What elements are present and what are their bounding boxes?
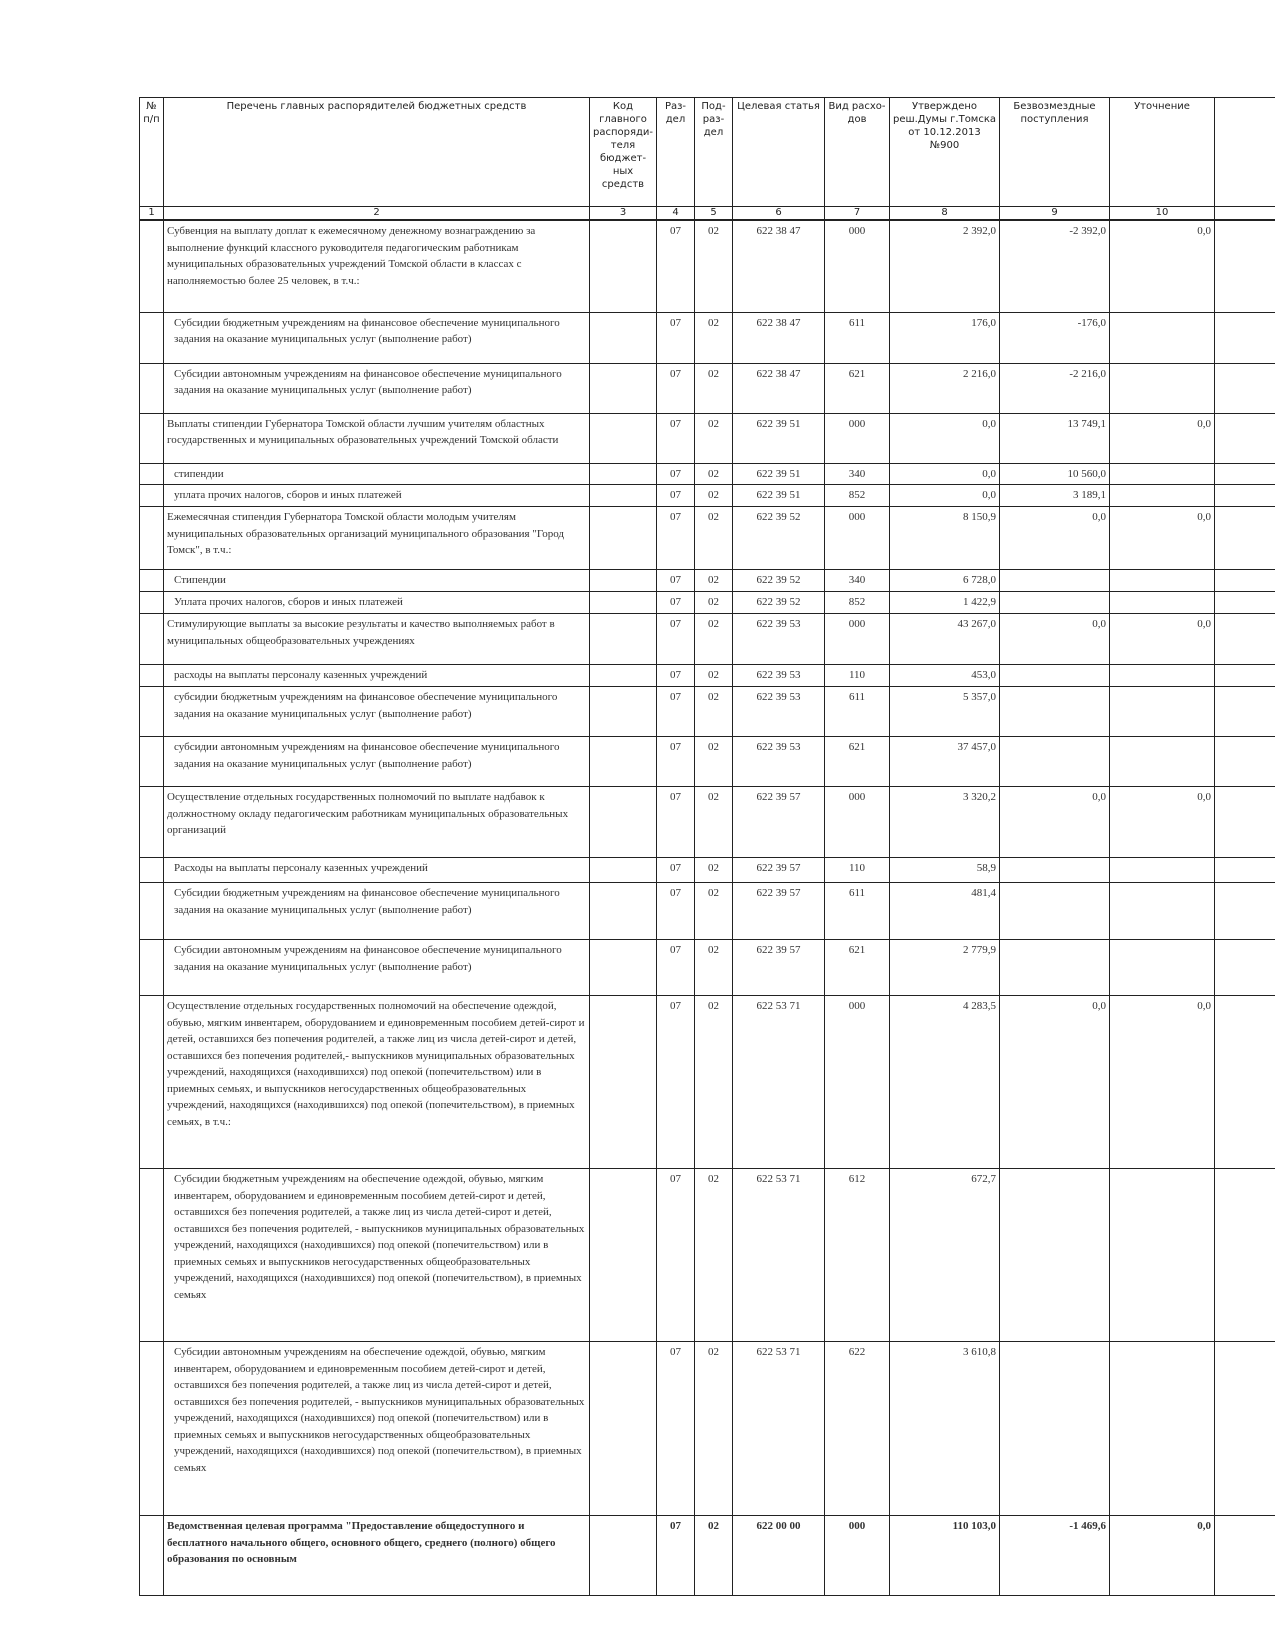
row-number-cell bbox=[140, 1342, 164, 1516]
row-podrazdel-cell: 02 bbox=[695, 787, 733, 858]
row-vid-cell: 000 bbox=[825, 787, 890, 858]
row-name-cell: субсидии бюджетным учреждениям на финансовое обеспечение муниципального задания на оказание муниципальных услуг (выполнение работ) bbox=[164, 687, 590, 737]
row-name-cell: Субвенция на выплату доплат к ежемесячному денежному вознаграждению за выполнение функций классного руководителя педагогическим работникам муниципальных образовательных учреждений Томской области в классах с наполняемостью более 25 человек, в т.ч.: bbox=[164, 220, 590, 312]
row-extra-cell bbox=[1215, 592, 1275, 614]
budget-table bbox=[139, 97, 1275, 1596]
row-code-cell bbox=[590, 1516, 657, 1596]
row-vid-cell: 611 bbox=[825, 687, 890, 737]
row-approved-cell: 4 283,5 bbox=[890, 996, 1000, 1169]
row-name-cell: Стимулирующие выплаты за высокие результаты и качество выполняемых работ в муниципальных общеобразовательных учреждениях bbox=[164, 614, 590, 665]
row-number-cell bbox=[140, 883, 164, 940]
table-row bbox=[140, 312, 1275, 363]
row-approved-cell: 3 610,8 bbox=[890, 1342, 1000, 1516]
row-number-cell bbox=[140, 858, 164, 883]
table-row bbox=[140, 614, 1275, 665]
row-number-cell bbox=[140, 363, 164, 413]
row-name-cell: Ежемесячная стипендия Губернатора Томской области молодым учителям муниципальных образовательных организаций муниципального образования "Город Томск", в т.ч.: bbox=[164, 507, 590, 570]
row-razdel-cell: 07 bbox=[657, 507, 695, 570]
row-gratuitous-cell bbox=[1000, 940, 1110, 996]
row-target-cell: 622 53 71 bbox=[733, 1342, 825, 1516]
row-name-cell: стипендии bbox=[164, 463, 590, 485]
row-number-cell bbox=[140, 463, 164, 485]
row-extra-cell bbox=[1215, 737, 1275, 787]
row-extra-cell bbox=[1215, 687, 1275, 737]
row-podrazdel-cell: 02 bbox=[695, 507, 733, 570]
row-code-cell bbox=[590, 737, 657, 787]
row-razdel-cell: 07 bbox=[657, 570, 695, 592]
row-vid-cell: 621 bbox=[825, 363, 890, 413]
row-extra-cell bbox=[1215, 1516, 1275, 1596]
row-gratuitous-cell bbox=[1000, 592, 1110, 614]
row-clarification-cell: 0,0 bbox=[1110, 996, 1215, 1169]
row-razdel-cell: 07 bbox=[657, 787, 695, 858]
table-row bbox=[140, 687, 1275, 737]
row-podrazdel-cell: 02 bbox=[695, 570, 733, 592]
row-approved-cell: 2 216,0 bbox=[890, 363, 1000, 413]
row-approved-cell: 176,0 bbox=[890, 312, 1000, 363]
row-name-cell: Субсидии бюджетным учреждениям на финансовое обеспечение муниципального задания на оказание муниципальных услуг (выполнение работ) bbox=[164, 883, 590, 940]
row-gratuitous-cell: 0,0 bbox=[1000, 996, 1110, 1169]
row-razdel-cell: 07 bbox=[657, 592, 695, 614]
table-row bbox=[140, 1342, 1275, 1516]
row-name-cell: Субсидии бюджетным учреждениям на финансовое обеспечение муниципального задания на оказание муниципальных услуг (выполнение работ) bbox=[164, 312, 590, 363]
table-row bbox=[140, 858, 1275, 883]
row-code-cell bbox=[590, 363, 657, 413]
row-name-cell: Осуществление отдельных государственных полномочий по выплате надбавок к должностному окладу педагогическим работникам муниципальных образовательных организаций bbox=[164, 787, 590, 858]
row-approved-cell: 37 457,0 bbox=[890, 737, 1000, 787]
row-number-cell bbox=[140, 737, 164, 787]
row-approved-cell: 58,9 bbox=[890, 858, 1000, 883]
row-vid-cell: 110 bbox=[825, 665, 890, 687]
row-code-cell bbox=[590, 463, 657, 485]
table-row bbox=[140, 363, 1275, 413]
row-extra-cell bbox=[1215, 363, 1275, 413]
row-number-cell bbox=[140, 1169, 164, 1342]
header-number: № п/п bbox=[140, 98, 164, 207]
row-target-cell: 622 39 57 bbox=[733, 883, 825, 940]
row-podrazdel-cell: 02 bbox=[695, 463, 733, 485]
row-number-cell bbox=[140, 1516, 164, 1596]
header-target: Целевая статья bbox=[733, 98, 825, 207]
row-extra-cell bbox=[1215, 883, 1275, 940]
row-extra-cell bbox=[1215, 996, 1275, 1169]
row-podrazdel-cell: 02 bbox=[695, 1169, 733, 1342]
row-extra-cell bbox=[1215, 413, 1275, 463]
row-number-cell bbox=[140, 413, 164, 463]
row-target-cell: 622 39 51 bbox=[733, 413, 825, 463]
column-number: 8 bbox=[890, 207, 1000, 221]
row-vid-cell: 852 bbox=[825, 485, 890, 507]
row-name-cell: Субсидии бюджетным учреждениям на обеспечение одеждой, обувью, мягким инвентарем, оборудованием и единовременным пособием детей-сирот и детей, оставшихся без попечения родителей, а также лиц из числа детей-сирот и детей, оставшихся без попечения родителей, - выпускников муниципальных образовательных учреждений, находящихся (находившихся) под опекой (попечительством) или в приемных семьях и выпускников негосударственных общеобразовательных учреждений, находящихся (находившихся) под опекой (попечительством), в приемных семьях bbox=[164, 1169, 590, 1342]
row-vid-cell: 852 bbox=[825, 592, 890, 614]
row-code-cell bbox=[590, 614, 657, 665]
header-row bbox=[140, 98, 1275, 207]
row-razdel-cell: 07 bbox=[657, 1516, 695, 1596]
row-number-cell bbox=[140, 940, 164, 996]
row-name-cell: субсидии автономным учреждениям на финансовое обеспечение муниципального задания на оказание муниципальных услуг (выполнение работ) bbox=[164, 737, 590, 787]
table-row bbox=[140, 485, 1275, 507]
table-row bbox=[140, 463, 1275, 485]
row-clarification-cell bbox=[1110, 592, 1215, 614]
row-extra-cell bbox=[1215, 665, 1275, 687]
row-podrazdel-cell: 02 bbox=[695, 312, 733, 363]
row-target-cell: 622 38 47 bbox=[733, 220, 825, 312]
header-extra bbox=[1215, 98, 1275, 207]
table-row bbox=[140, 665, 1275, 687]
row-gratuitous-cell bbox=[1000, 665, 1110, 687]
row-podrazdel-cell: 02 bbox=[695, 996, 733, 1169]
row-podrazdel-cell: 02 bbox=[695, 363, 733, 413]
row-vid-cell: 000 bbox=[825, 220, 890, 312]
row-number-cell bbox=[140, 312, 164, 363]
row-number-cell bbox=[140, 592, 164, 614]
row-podrazdel-cell: 02 bbox=[695, 485, 733, 507]
row-podrazdel-cell: 02 bbox=[695, 665, 733, 687]
row-extra-cell bbox=[1215, 1169, 1275, 1342]
column-number: 4 bbox=[657, 207, 695, 221]
row-number-cell bbox=[140, 787, 164, 858]
row-podrazdel-cell: 02 bbox=[695, 220, 733, 312]
row-vid-cell: 110 bbox=[825, 858, 890, 883]
row-clarification-cell bbox=[1110, 463, 1215, 485]
row-razdel-cell: 07 bbox=[657, 312, 695, 363]
row-target-cell: 622 38 47 bbox=[733, 312, 825, 363]
row-name-cell: Субсидии автономным учреждениям на финансовое обеспечение муниципального задания на оказание муниципальных услуг (выполнение работ) bbox=[164, 940, 590, 996]
row-target-cell: 622 53 71 bbox=[733, 996, 825, 1169]
header-podrazdel: Под-раз-дел bbox=[695, 98, 733, 207]
row-vid-cell: 611 bbox=[825, 883, 890, 940]
row-target-cell: 622 39 51 bbox=[733, 485, 825, 507]
row-razdel-cell: 07 bbox=[657, 665, 695, 687]
row-extra-cell bbox=[1215, 463, 1275, 485]
row-clarification-cell bbox=[1110, 940, 1215, 996]
column-number: 5 bbox=[695, 207, 733, 221]
row-gratuitous-cell: 13 749,1 bbox=[1000, 413, 1110, 463]
row-code-cell bbox=[590, 883, 657, 940]
budget-page bbox=[139, 97, 1275, 1650]
row-podrazdel-cell: 02 bbox=[695, 858, 733, 883]
column-number: 1 bbox=[140, 207, 164, 221]
row-extra-cell bbox=[1215, 858, 1275, 883]
row-razdel-cell: 07 bbox=[657, 687, 695, 737]
row-clarification-cell bbox=[1110, 485, 1215, 507]
row-name-cell: Выплаты стипендии Губернатора Томской области лучшим учителям областных государственных и муниципальных образовательных учреждений Томской области bbox=[164, 413, 590, 463]
column-number: 2 bbox=[164, 207, 590, 221]
row-name-cell: Стипендии bbox=[164, 570, 590, 592]
row-clarification-cell bbox=[1110, 1342, 1215, 1516]
row-number-cell bbox=[140, 687, 164, 737]
row-code-cell bbox=[590, 665, 657, 687]
row-code-cell bbox=[590, 312, 657, 363]
row-name-cell: Ведомственная целевая программа "Предоставление общедоступного и бесплатного начального общего, основного общего, среднего (полного) общего образования по основным bbox=[164, 1516, 590, 1596]
row-name-cell: Уплата прочих налогов, сборов и иных платежей bbox=[164, 592, 590, 614]
row-podrazdel-cell: 02 bbox=[695, 413, 733, 463]
table-row bbox=[140, 996, 1275, 1169]
row-number-cell bbox=[140, 570, 164, 592]
row-podrazdel-cell: 02 bbox=[695, 687, 733, 737]
header-name: Перечень главных распорядителей бюджетных средств bbox=[164, 98, 590, 207]
row-razdel-cell: 07 bbox=[657, 485, 695, 507]
row-podrazdel-cell: 02 bbox=[695, 1516, 733, 1596]
row-vid-cell: 612 bbox=[825, 1169, 890, 1342]
row-vid-cell: 340 bbox=[825, 463, 890, 485]
row-extra-cell bbox=[1215, 614, 1275, 665]
row-target-cell: 622 38 47 bbox=[733, 363, 825, 413]
row-approved-cell: 6 728,0 bbox=[890, 570, 1000, 592]
row-gratuitous-cell: 10 560,0 bbox=[1000, 463, 1110, 485]
row-podrazdel-cell: 02 bbox=[695, 940, 733, 996]
column-number: 3 bbox=[590, 207, 657, 221]
row-vid-cell: 000 bbox=[825, 614, 890, 665]
row-gratuitous-cell: 3 189,1 bbox=[1000, 485, 1110, 507]
row-approved-cell: 0,0 bbox=[890, 463, 1000, 485]
row-code-cell bbox=[590, 570, 657, 592]
row-extra-cell bbox=[1215, 220, 1275, 312]
row-target-cell: 622 39 51 bbox=[733, 463, 825, 485]
row-clarification-cell bbox=[1110, 363, 1215, 413]
row-razdel-cell: 07 bbox=[657, 413, 695, 463]
table-row bbox=[140, 1169, 1275, 1342]
row-target-cell: 622 53 71 bbox=[733, 1169, 825, 1342]
row-target-cell: 622 39 53 bbox=[733, 737, 825, 787]
row-razdel-cell: 07 bbox=[657, 463, 695, 485]
table-row bbox=[140, 570, 1275, 592]
row-vid-cell: 622 bbox=[825, 1342, 890, 1516]
row-approved-cell: 2 779,9 bbox=[890, 940, 1000, 996]
row-target-cell: 622 39 52 bbox=[733, 570, 825, 592]
row-target-cell: 622 39 52 bbox=[733, 592, 825, 614]
row-vid-cell: 621 bbox=[825, 737, 890, 787]
row-gratuitous-cell: -1 469,6 bbox=[1000, 1516, 1110, 1596]
row-name-cell: расходы на выплаты персоналу казенных учреждений bbox=[164, 665, 590, 687]
row-podrazdel-cell: 02 bbox=[695, 614, 733, 665]
row-number-cell bbox=[140, 220, 164, 312]
row-name-cell: Расходы на выплаты персоналу казенных учреждений bbox=[164, 858, 590, 883]
row-razdel-cell: 07 bbox=[657, 940, 695, 996]
row-code-cell bbox=[590, 413, 657, 463]
row-approved-cell: 0,0 bbox=[890, 413, 1000, 463]
header-gratuitous: Безвозмездные поступления bbox=[1000, 98, 1110, 207]
row-extra-cell bbox=[1215, 485, 1275, 507]
row-approved-cell: 2 392,0 bbox=[890, 220, 1000, 312]
row-number-cell bbox=[140, 485, 164, 507]
column-number: 9 bbox=[1000, 207, 1110, 221]
row-code-cell bbox=[590, 787, 657, 858]
row-gratuitous-cell bbox=[1000, 570, 1110, 592]
column-number: 7 bbox=[825, 207, 890, 221]
row-clarification-cell: 0,0 bbox=[1110, 1516, 1215, 1596]
row-clarification-cell: 0,0 bbox=[1110, 220, 1215, 312]
row-clarification-cell bbox=[1110, 687, 1215, 737]
row-code-cell bbox=[590, 996, 657, 1169]
row-code-cell bbox=[590, 485, 657, 507]
row-gratuitous-cell: -176,0 bbox=[1000, 312, 1110, 363]
row-extra-cell bbox=[1215, 507, 1275, 570]
header-approved: Утверждено реш.Думы г.Томска от 10.12.2013 №900 bbox=[890, 98, 1000, 207]
row-extra-cell bbox=[1215, 787, 1275, 858]
row-approved-cell: 0,0 bbox=[890, 485, 1000, 507]
row-code-cell bbox=[590, 687, 657, 737]
row-approved-cell: 672,7 bbox=[890, 1169, 1000, 1342]
row-vid-cell: 611 bbox=[825, 312, 890, 363]
row-razdel-cell: 07 bbox=[657, 1342, 695, 1516]
row-vid-cell: 000 bbox=[825, 996, 890, 1169]
row-clarification-cell: 0,0 bbox=[1110, 507, 1215, 570]
row-code-cell bbox=[590, 1169, 657, 1342]
header-clarification: Уточнение bbox=[1110, 98, 1215, 207]
row-gratuitous-cell: 0,0 bbox=[1000, 614, 1110, 665]
column-number-row bbox=[140, 207, 1275, 221]
row-approved-cell: 453,0 bbox=[890, 665, 1000, 687]
row-target-cell: 622 39 57 bbox=[733, 787, 825, 858]
row-target-cell: 622 39 57 bbox=[733, 858, 825, 883]
row-target-cell: 622 39 57 bbox=[733, 940, 825, 996]
row-gratuitous-cell bbox=[1000, 883, 1110, 940]
header-vid: Вид расхо-дов bbox=[825, 98, 890, 207]
table-row bbox=[140, 592, 1275, 614]
row-approved-cell: 3 320,2 bbox=[890, 787, 1000, 858]
row-extra-cell bbox=[1215, 312, 1275, 363]
row-number-cell bbox=[140, 996, 164, 1169]
row-razdel-cell: 07 bbox=[657, 220, 695, 312]
column-number-blank bbox=[1215, 207, 1275, 221]
row-name-cell: Субсидии автономным учреждениям на финансовое обеспечение муниципального задания на оказание муниципальных услуг (выполнение работ) bbox=[164, 363, 590, 413]
row-razdel-cell: 07 bbox=[657, 883, 695, 940]
table-row bbox=[140, 1516, 1275, 1596]
row-gratuitous-cell: 0,0 bbox=[1000, 507, 1110, 570]
row-approved-cell: 5 357,0 bbox=[890, 687, 1000, 737]
row-code-cell bbox=[590, 220, 657, 312]
row-approved-cell: 8 150,9 bbox=[890, 507, 1000, 570]
row-gratuitous-cell: 0,0 bbox=[1000, 787, 1110, 858]
row-gratuitous-cell bbox=[1000, 1169, 1110, 1342]
header-code: Код главного распоряди-теля бюджет-ных средств bbox=[590, 98, 657, 207]
row-clarification-cell: 0,0 bbox=[1110, 413, 1215, 463]
row-razdel-cell: 07 bbox=[657, 996, 695, 1169]
table-row bbox=[140, 883, 1275, 940]
row-razdel-cell: 07 bbox=[657, 858, 695, 883]
row-vid-cell: 621 bbox=[825, 940, 890, 996]
row-razdel-cell: 07 bbox=[657, 614, 695, 665]
column-number: 6 bbox=[733, 207, 825, 221]
row-approved-cell: 43 267,0 bbox=[890, 614, 1000, 665]
row-clarification-cell bbox=[1110, 570, 1215, 592]
table-row bbox=[140, 737, 1275, 787]
row-podrazdel-cell: 02 bbox=[695, 1342, 733, 1516]
row-extra-cell bbox=[1215, 1342, 1275, 1516]
row-clarification-cell: 0,0 bbox=[1110, 614, 1215, 665]
row-gratuitous-cell: -2 216,0 bbox=[1000, 363, 1110, 413]
row-approved-cell: 110 103,0 bbox=[890, 1516, 1000, 1596]
table-row bbox=[140, 413, 1275, 463]
row-razdel-cell: 07 bbox=[657, 1169, 695, 1342]
row-clarification-cell bbox=[1110, 858, 1215, 883]
row-code-cell bbox=[590, 507, 657, 570]
row-code-cell bbox=[590, 940, 657, 996]
row-razdel-cell: 07 bbox=[657, 363, 695, 413]
row-approved-cell: 1 422,9 bbox=[890, 592, 1000, 614]
row-code-cell bbox=[590, 1342, 657, 1516]
row-target-cell: 622 39 52 bbox=[733, 507, 825, 570]
table-row bbox=[140, 940, 1275, 996]
row-clarification-cell bbox=[1110, 312, 1215, 363]
row-target-cell: 622 39 53 bbox=[733, 687, 825, 737]
row-name-cell: уплата прочих налогов, сборов и иных платежей bbox=[164, 485, 590, 507]
column-number: 10 bbox=[1110, 207, 1215, 221]
row-gratuitous-cell bbox=[1000, 737, 1110, 787]
row-target-cell: 622 00 00 bbox=[733, 1516, 825, 1596]
row-gratuitous-cell bbox=[1000, 687, 1110, 737]
row-name-cell: Субсидии автономным учреждениям на обеспечение одеждой, обувью, мягким инвентарем, оборудованием и единовременным пособием детей-сирот и детей, оставшихся без попечения родителей, а также лиц из числа детей-сирот и детей, оставшихся без попечения родителей, - выпускников муниципальных образовательных учреждений, находящихся (находившихся) под опекой (попечительством) или в приемных семьях и выпускников негосударственных общеобразовательных учреждений, находящихся (находившихся) под опекой (попечительством), в приемных семьях bbox=[164, 1342, 590, 1516]
row-target-cell: 622 39 53 bbox=[733, 665, 825, 687]
row-clarification-cell bbox=[1110, 1169, 1215, 1342]
row-clarification-cell bbox=[1110, 737, 1215, 787]
row-vid-cell: 000 bbox=[825, 507, 890, 570]
row-extra-cell bbox=[1215, 940, 1275, 996]
row-code-cell bbox=[590, 858, 657, 883]
row-podrazdel-cell: 02 bbox=[695, 737, 733, 787]
row-clarification-cell: 0,0 bbox=[1110, 787, 1215, 858]
row-gratuitous-cell bbox=[1000, 858, 1110, 883]
table-row bbox=[140, 220, 1275, 312]
row-podrazdel-cell: 02 bbox=[695, 592, 733, 614]
row-gratuitous-cell: -2 392,0 bbox=[1000, 220, 1110, 312]
row-code-cell bbox=[590, 592, 657, 614]
row-clarification-cell bbox=[1110, 883, 1215, 940]
budget-rows bbox=[140, 220, 1275, 1596]
row-extra-cell bbox=[1215, 570, 1275, 592]
header-razdel: Раз-дел bbox=[657, 98, 695, 207]
table-row bbox=[140, 507, 1275, 570]
row-vid-cell: 340 bbox=[825, 570, 890, 592]
row-vid-cell: 000 bbox=[825, 413, 890, 463]
row-number-cell bbox=[140, 614, 164, 665]
row-gratuitous-cell bbox=[1000, 1342, 1110, 1516]
row-clarification-cell bbox=[1110, 665, 1215, 687]
row-number-cell bbox=[140, 665, 164, 687]
row-razdel-cell: 07 bbox=[657, 737, 695, 787]
row-number-cell bbox=[140, 507, 164, 570]
row-approved-cell: 481,4 bbox=[890, 883, 1000, 940]
row-podrazdel-cell: 02 bbox=[695, 883, 733, 940]
row-name-cell: Осуществление отдельных государственных полномочий на обеспечение одеждой, обувью, мягким инвентарем, оборудованием и единовременным пособием детей-сирот и детей, оставшихся без попечения родителей, а также лиц из числа детей-сирот и детей, оставшихся без попечения родителей,- выпускников муниципальных образовательных учреждений, находящихся (находившихся) под опекой (попечительством) или в приемных семьях, и выпускников негосударственных общеобразовательных учреждений, находящихся (находившихся) под опекой (попечительством), в приемных семьях, в т.ч.: bbox=[164, 996, 590, 1169]
row-target-cell: 622 39 53 bbox=[733, 614, 825, 665]
row-vid-cell: 000 bbox=[825, 1516, 890, 1596]
table-row bbox=[140, 787, 1275, 858]
